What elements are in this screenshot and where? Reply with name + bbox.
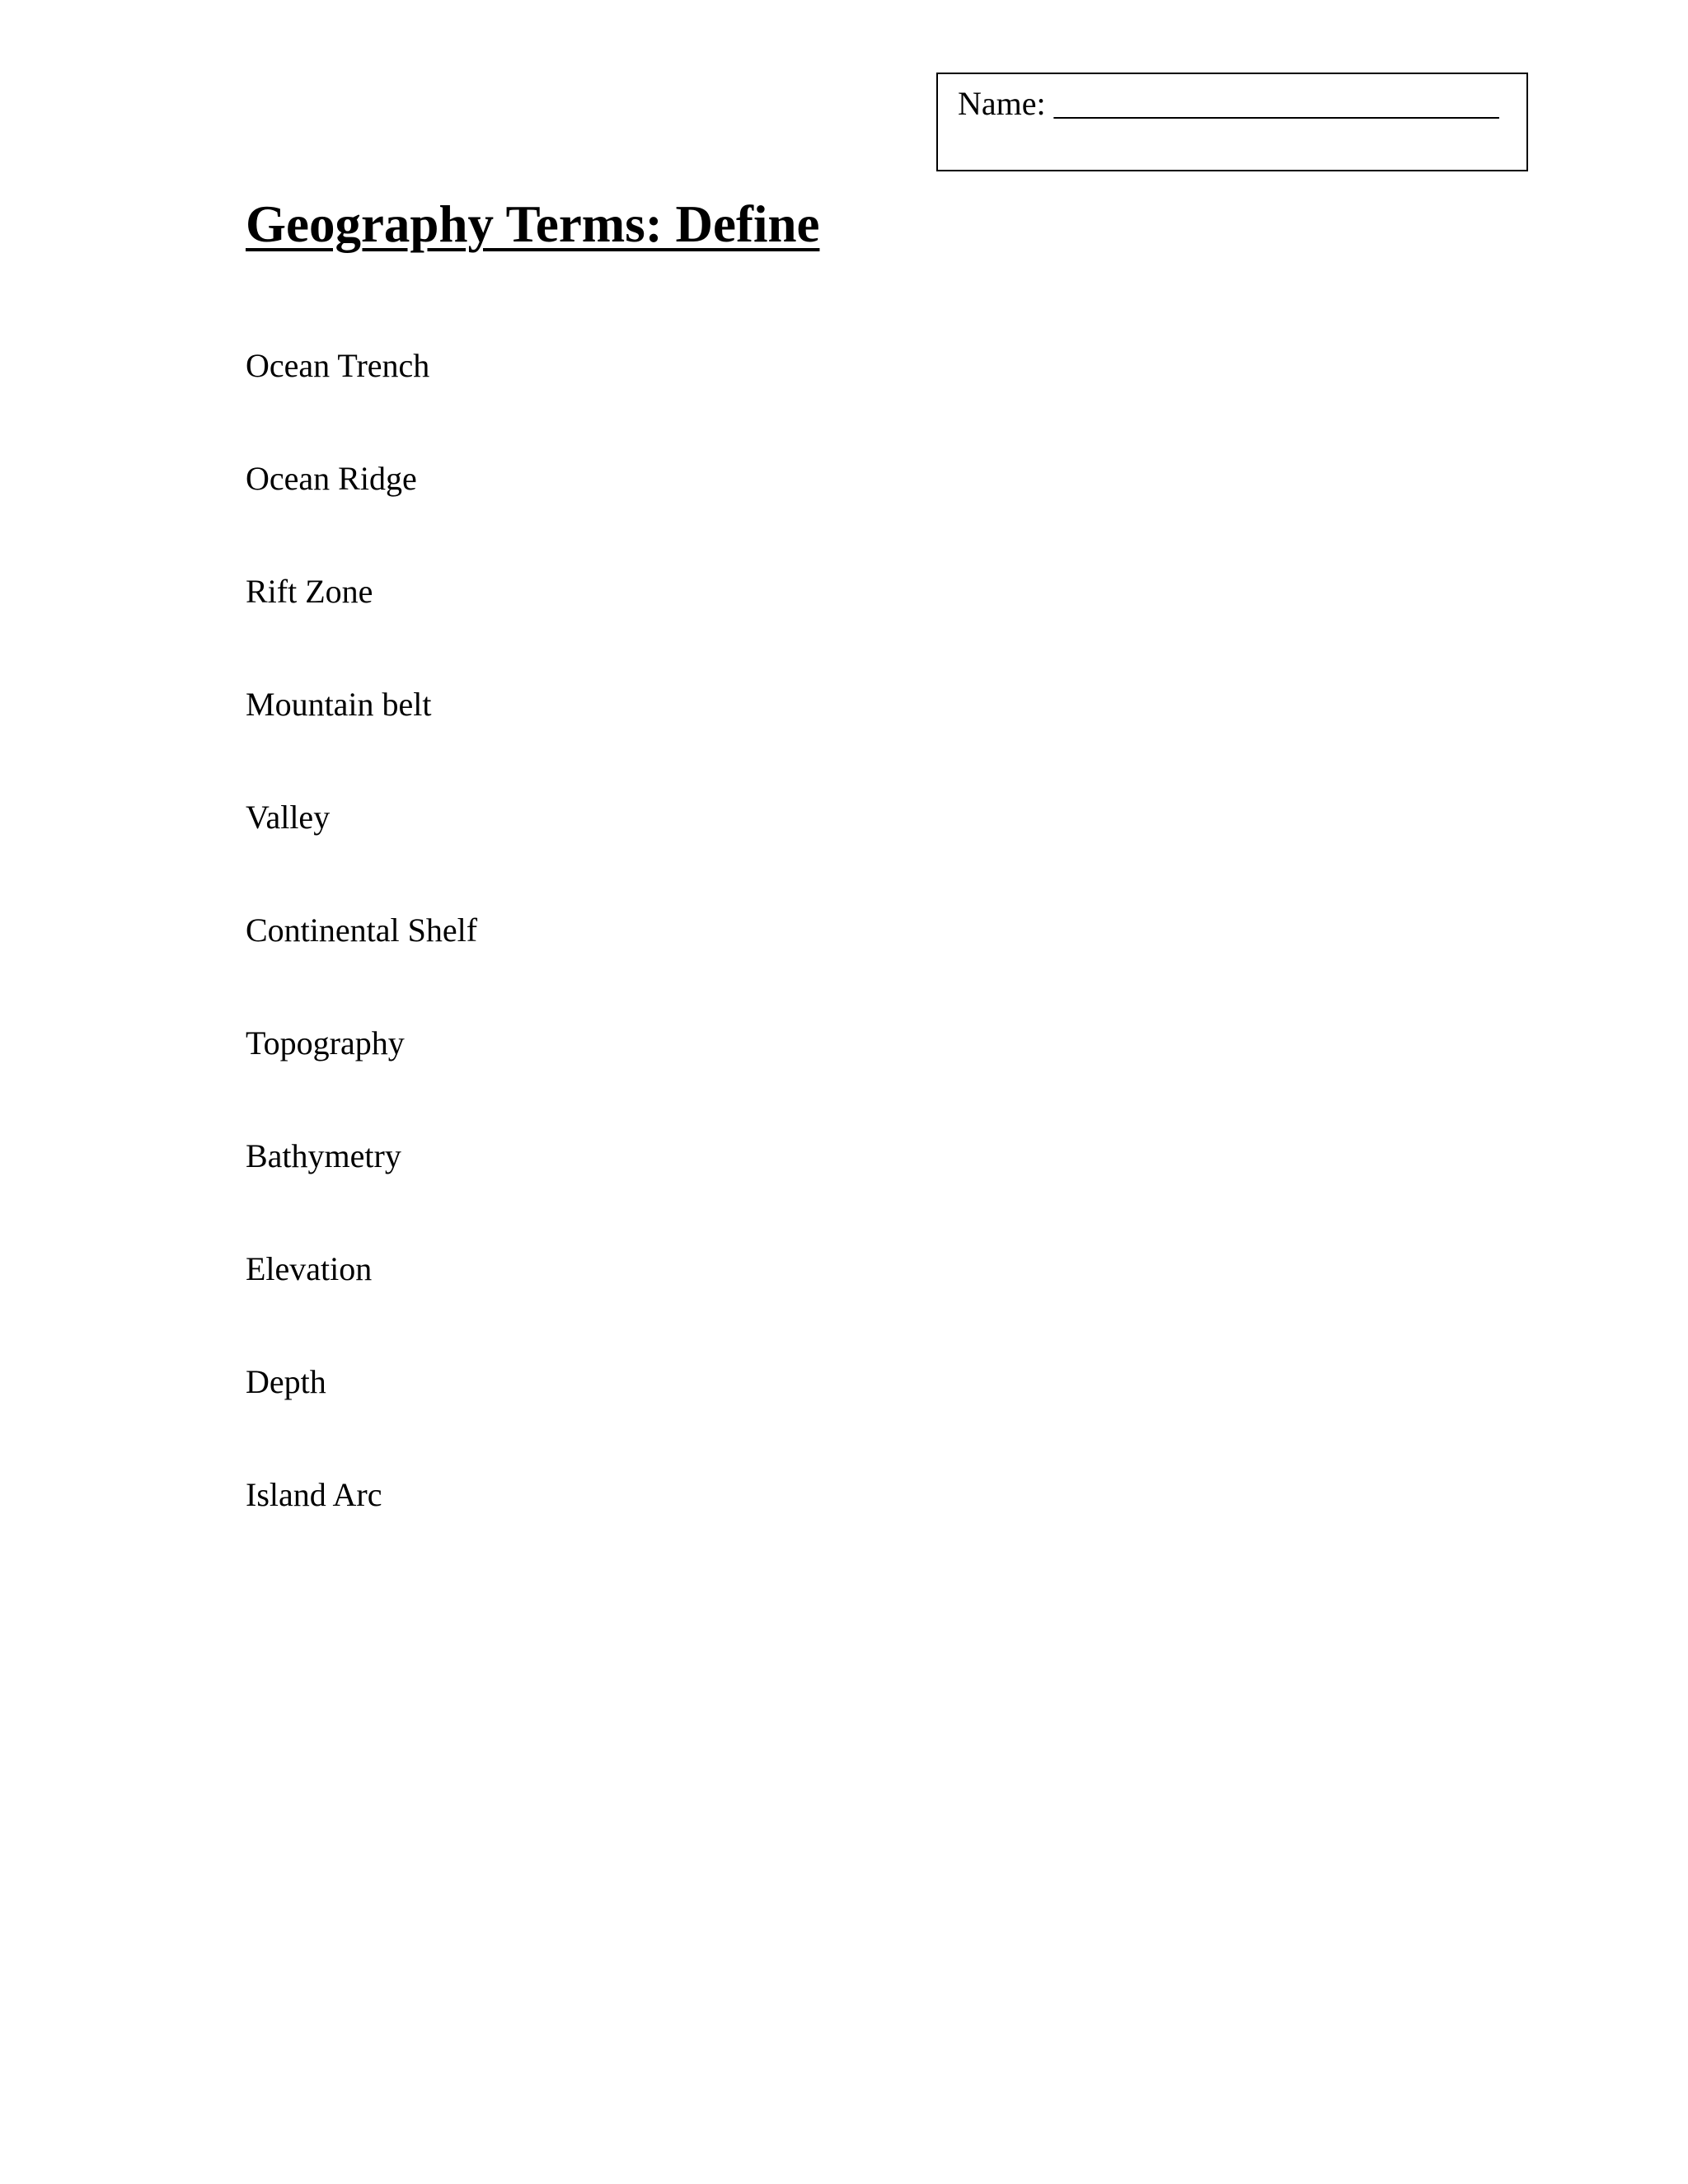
term-item: Ocean Ridge bbox=[246, 460, 417, 497]
term-item: Depth bbox=[246, 1363, 326, 1400]
name-field-label: Name: ___________________________ bbox=[958, 85, 1499, 122]
term-item: Continental Shelf bbox=[246, 912, 478, 949]
terms-list bbox=[246, 346, 477, 1588]
term-item: Topography bbox=[246, 1024, 405, 1062]
term-item: Elevation bbox=[246, 1250, 373, 1287]
name-box bbox=[936, 73, 1528, 171]
page-title: Geography Terms: Define bbox=[246, 195, 820, 253]
term-item: Valley bbox=[246, 799, 331, 836]
term-item: Rift Zone bbox=[246, 573, 373, 610]
term-item: Mountain belt bbox=[246, 686, 432, 723]
term-item: Island Arc bbox=[246, 1476, 382, 1513]
term-item: Ocean Trench bbox=[246, 347, 430, 384]
term-item: Bathymetry bbox=[246, 1137, 401, 1174]
